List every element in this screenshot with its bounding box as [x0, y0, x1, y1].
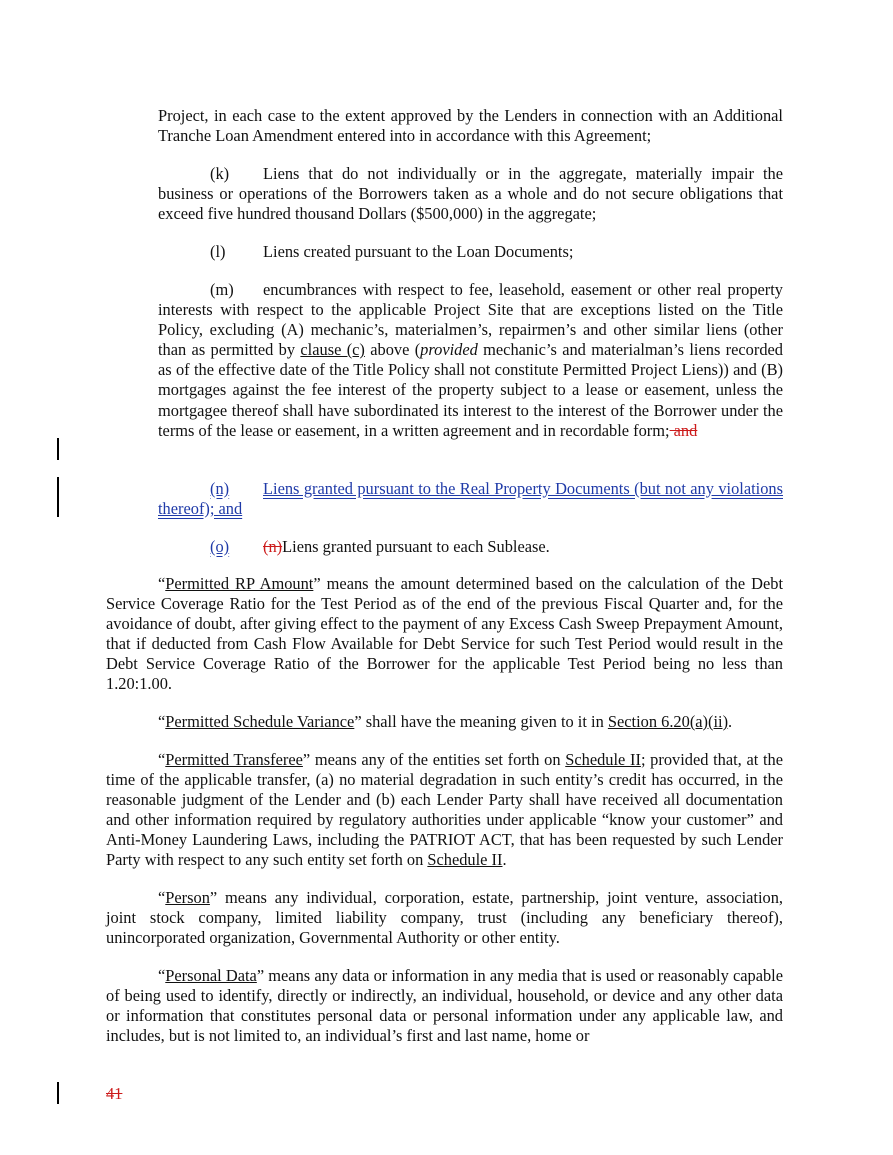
inserted-label: (n): [210, 479, 230, 498]
intro-paragraph: Project, in each case to the extent approved by the Lenders in connection with an Additional Tranche Loan Amendment entered into in accordance with this Agreement;: [158, 106, 783, 146]
definition-person: “Person” means any individual, corporation, estate, partnership, joint venture, association, joint stock company, limited liability company, trust (including any beneficiary thereof), unincorporated organization, Governmental Authority or other entity.: [106, 888, 783, 948]
definition-permitted-rp-amount: “Permitted RP Amount” means the amount determined based on the calculation of the Debt Service Coverage Ratio for the Test Period as of the end of the previous Fiscal Quarter and, for the avoidance of doubt, after giving effect to the payment of any Excess Cash Sweep Prepayment Amount, that if deducted from Cash Flow Available for Debt Service for such Test Period would result in the Debt Service Coverage Ratio of the Borrower for the applicable Test Period being no less than 1.20:1.00.: [106, 574, 784, 694]
defined-term: Permitted Transferee: [165, 750, 303, 769]
clause-label: (m): [210, 280, 234, 299]
page-number: 41: [106, 1084, 123, 1103]
clause-label: (k): [210, 164, 230, 183]
deleted-text: and: [669, 420, 698, 440]
deleted-label: (n): [263, 537, 283, 556]
cross-reference: Schedule II: [565, 750, 641, 769]
cross-reference: Schedule II: [427, 850, 503, 870]
cross-reference: clause (c): [300, 340, 365, 360]
clause-m: (m) encumbrances with respect to fee, leasehold, easement or other real property interests with respect to the applicable Project Site that are exceptions listed on the Title Policy, excluding (A) mechanic’s, materialmen’s, repairmen’s and other similar liens (other than as permitted by clause (c) above (provided mechanic’s and materialman’s liens recorded as of the effective date of the Title Policy shall not constitute Permitted Project Liens)) and (B) mortgages against the fee interest of the property subject to a lease or easement, unless the mortgagee thereof shall have subordinated its interest to the interest of the Borrower under the terms of the lease or easement, in a written agreement and in recordable form; and: [158, 280, 783, 440]
change-bar: [57, 477, 59, 517]
defined-term: Permitted Schedule Variance: [165, 712, 355, 731]
clause-o: (o) (n)Liens granted pursuant to each Sublease.: [210, 537, 550, 556]
cross-reference: Section 6.20(a)(ii): [607, 712, 729, 731]
definition-permitted-schedule-variance: “Permitted Schedule Variance” shall have the meaning given to it in Section 6.20(a)(ii).: [158, 712, 733, 731]
change-bar: [57, 438, 59, 460]
clause-k: (k) Liens that do not individually or in the aggregate, materially impair the business or operations of the Borrowers taken as a whole and do not secure obligations that exceed five hundred thousand Dollars ($500,000) in the aggregate;: [158, 164, 783, 224]
inserted-text: Liens granted pursuant to the Real Property Documents (but not any violations thereof); and: [158, 479, 783, 519]
defined-term: Personal Data: [165, 966, 257, 985]
clause-l: (l) Liens created pursuant to the Loan Documents;: [210, 242, 574, 261]
inserted-label: (o): [210, 537, 230, 556]
clause-n-inserted: [158, 479, 783, 519]
defined-term: Person: [165, 888, 210, 907]
defined-term: Permitted RP Amount: [165, 574, 314, 593]
definition-personal-data: “Personal Data” means any data or information in any media that is used or reasonably capable of being used to identify, directly or indirectly, an individual, household, or device and any other data or information that constitutes personal data or personal information under any applicable law, and includes, but is not limited to, an individual’s first and last name, home or: [106, 966, 783, 1046]
change-bar: [57, 1082, 59, 1104]
definition-permitted-transferee: “Permitted Transferee” means any of the entities set forth on Schedule II; provided that, at the time of the applicable transfer, (a) no material degradation in such entity’s credit has occurred, in the reasonable judgment of the Lender and (b) each Lender Party shall have received all documentation and other information required by regulatory authorities under applicable “know your customer” and Anti-Money Laundering Laws, including the PATRIOT ACT, that has been requested by such Lender Party with respect to any such entity set forth on Schedule II.: [106, 750, 783, 870]
clause-label: (l): [210, 242, 226, 261]
